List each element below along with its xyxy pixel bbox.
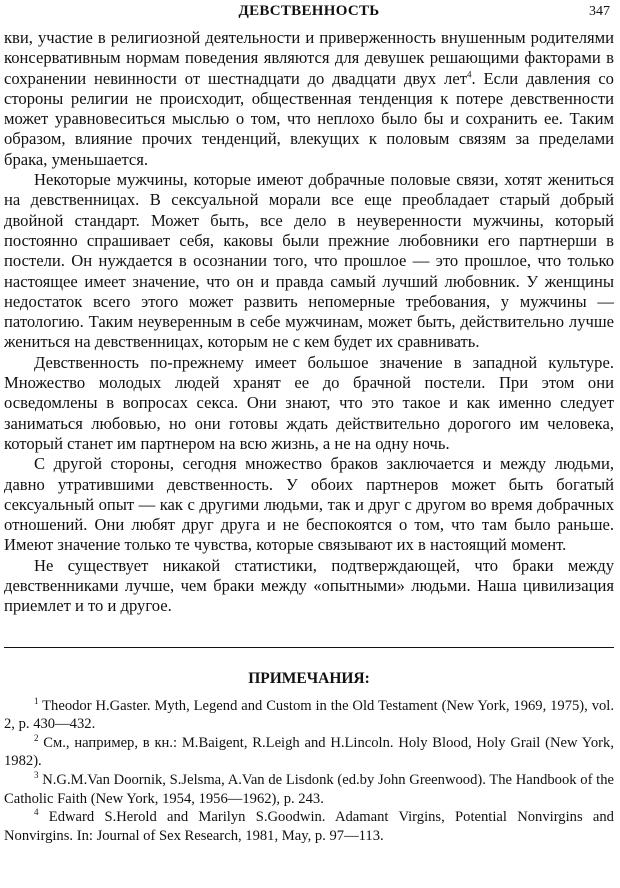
note-number: 1 (34, 695, 39, 706)
note-number: 2 (34, 732, 39, 743)
note-item (4, 734, 614, 771)
note-item (4, 808, 614, 845)
footnote-ref-4: 4 (466, 69, 472, 80)
paragraph-1-part-a: кви, участие в религиозной деятельности и приверженность внушенным родителями консервативным нормам поведения являются для девушек решающими факторами в сохранении невинности от шестнадцати до двадцати двух лет (4, 28, 614, 88)
note-text: N.G.M.Van Doornik, S.Jelsma, A.Van de Lisdonk (ed.by John Greenwood). The Handbook of the Catholic Faith (New York, 1954, 1956—1962), p. 243. (4, 771, 614, 807)
note-text: Edward S.Herold and Marilyn S.Goodwin. Adamant Virgins, Potential Nonvirgins and Nonvirgins. In: Journal of Sex Research, 1981, May, p. 97—113. (4, 809, 614, 844)
body-text (4, 28, 614, 617)
notes-divider (4, 647, 614, 648)
running-title: ДЕВСТВЕННОСТЬ (238, 3, 380, 19)
paragraph-1-part-b: . Если давления со стороны религии не происходит, общественная тенденция к потере девственности может уравновеситься мыслью о том, что неплохо было бы и сохранить ее. Таким образом, влияние прочих тенденций, влекущих к половым связям за пределами брака, уменьшается. (4, 68, 614, 169)
page-header (4, 0, 614, 28)
paragraph-1 (4, 28, 614, 170)
notes-title: ПРИМЕЧАНИЯ: (248, 669, 370, 687)
page-number: 347 (589, 4, 610, 19)
note-item (4, 697, 614, 734)
note-text: См., например, в кн.: M.Baigent, R.Leigh and H.Lincoln. Holy Blood, Holy Grail (New York, 1982). (4, 734, 614, 770)
notes-list (4, 697, 614, 846)
note-text: Theodor H.Gaster. Myth, Legend and Custom in the Old Testament (New York, 1969, 1975), vol. 2, p. 430—432. (4, 697, 614, 733)
note-number: 3 (34, 770, 39, 781)
paragraph-5: Не существует никакой статистики, подтверждающей, что браки между девственниками лучше, чем браки между «опытными» людьми. Наша цивилизация приемлет и то и другое. (4, 555, 614, 616)
note-number: 4 (34, 807, 39, 818)
paragraph-4: С другой стороны, сегодня множество браков заключается и между людьми, давно утратившими девственность. У обоих партнеров может быть богатый сексуальный опыт — как с другими людьми, так и друг с другом во время добрачных отношений. Они любят друг друга и не беспокоятся о том, что там было раньше. Имеют значение только те чувства, которые связывают их в настоящий момент. (4, 454, 614, 555)
paragraph-3: Девственность по-прежнему имеет большое значение в западной культуре. Множество молодых людей хранят ее до брачной постели. При этом они осведомлены в вопросах секса. Они знают, что это такое и как именно следует заниматься любовью, но они готовы ждать действительно дорогого им человека, который станет им партнером на всю жизнь, а не на одну ночь. (4, 352, 614, 453)
paragraph-2: Некоторые мужчины, которые имеют добрачные половые связи, хотят жениться на девственницах. В сексуальной морали все еще преобладает старый добрый двойной стандарт. Может быть, все дело в неуверенности мужчины, который постоянно спрашивает себя, каковы были прежние любовники его партнерши в постели. Он нуждается в осознании того, что прошлое — это прошлое, что только настоящее имеет значение, что он и правда самый лучший любовник. У женщины недостаток всего этого может развить непомерные требования, у мужчины — патологию. Таким неуверенным в себе мужчинам, может быть, действительно лучше жениться на девственницах, которым не с кем будет их сравнивать. (4, 170, 614, 352)
note-item (4, 771, 614, 808)
